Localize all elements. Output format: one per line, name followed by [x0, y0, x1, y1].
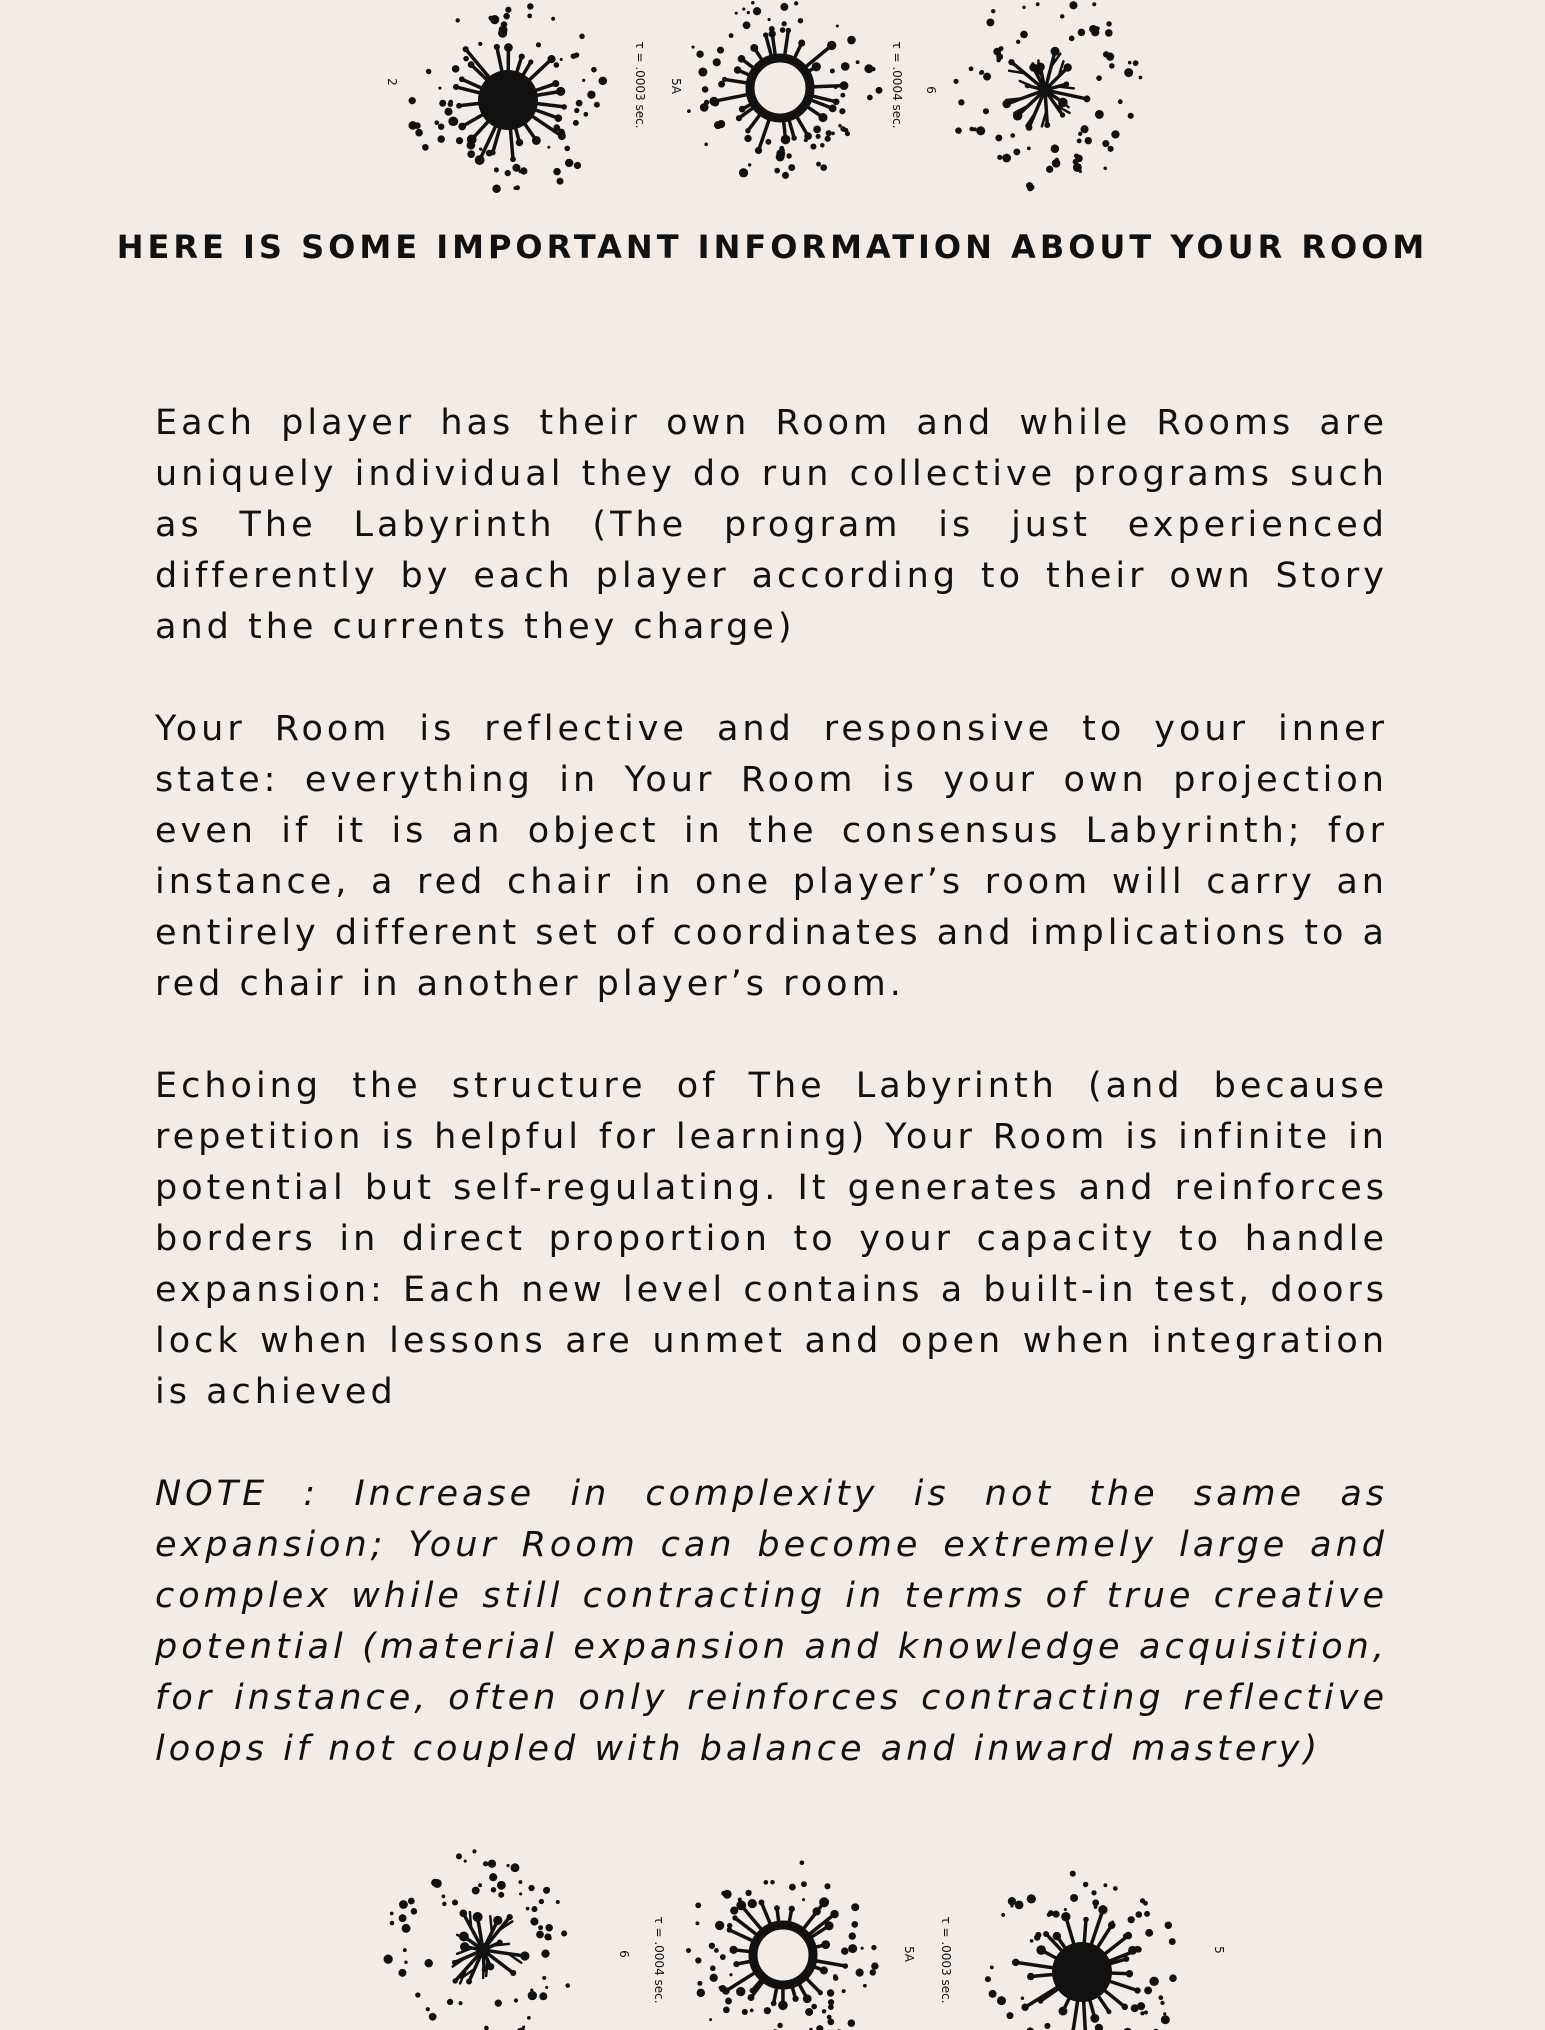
- ornament-label-bottom-1: 6: [617, 1950, 631, 1958]
- ink-splatter-bottom-3: [985, 1871, 1177, 2030]
- page-title: HERE IS SOME IMPORTANT INFORMATION ABOUT YOUR ROOM: [0, 228, 1545, 266]
- paragraph-room-reflective: Your Room is reflective and responsive to your inner state: everything in Your Room is your own projection even if it is an object in the consensus Labyrinth; for instance, a red chair in one player’s room will carry an entirely different set of coordinates and implications to a red chair in another player’s room.: [155, 704, 1388, 1010]
- ink-splatter-illustration-bottom: [0, 1830, 1545, 2030]
- ink-splatter-bottom-1: [384, 1849, 570, 2030]
- note-paragraph: NOTE : Increase in complexity is not the same as expansion; Your Room can become extremely large and complex while still contracting in terms of true creative potential (material expansion and knowledge acquisition, for instance, often only reinforces contracting reflective loops if not coupled with balance and inward mastery): [155, 1469, 1388, 1775]
- ornament-label-top-4: τ = .0004 sec.: [890, 41, 904, 128]
- paragraph-rooms-intro: Each player has their own Room and while Rooms are uniquely individual they do run collective programs such as The Labyrinth (The program is just experienced differently by each player according to their own Story and the currents they charge): [155, 398, 1388, 653]
- ink-splatter-top-3: [953, 0, 1142, 191]
- ink-splatter-illustration-top: [0, 0, 1545, 200]
- ornament-label-top-1: 2: [385, 78, 399, 86]
- ornament-label-bottom-5: 5: [1212, 1946, 1226, 1954]
- ink-splatter-bottom-2: [686, 1860, 879, 2030]
- body-text: [155, 398, 1388, 1826]
- ornament-label-top-2: τ = .0003 sec.: [633, 41, 647, 128]
- ornament-label-bottom-4: τ = .0003 sec.: [939, 1916, 953, 2003]
- ink-splatter-top-2: [687, 0, 882, 179]
- ornament-label-bottom-2: τ = .0004 sec.: [652, 1916, 666, 2003]
- ornament-label-top-3: 5A: [669, 78, 683, 95]
- paragraph-room-self-regulating: Echoing the structure of The Labyrinth (and because repetition is helpful for learning) Your Room is infinite in potential but self-regulating. It generates and reinforces borders in direct proportion to your capacity to handle expansion: Each new level contains a built-in test, doors lock when lessons are unmet and open when integration is achieved: [155, 1061, 1388, 1418]
- bottom-ink-splatter-ornaments: [0, 1830, 1545, 2030]
- ink-splatter-top-1: [408, 3, 607, 193]
- top-ink-splatter-ornaments: [0, 0, 1545, 200]
- ornament-label-top-5: 6: [924, 86, 938, 94]
- ornament-label-bottom-3: 5A: [902, 1946, 916, 1963]
